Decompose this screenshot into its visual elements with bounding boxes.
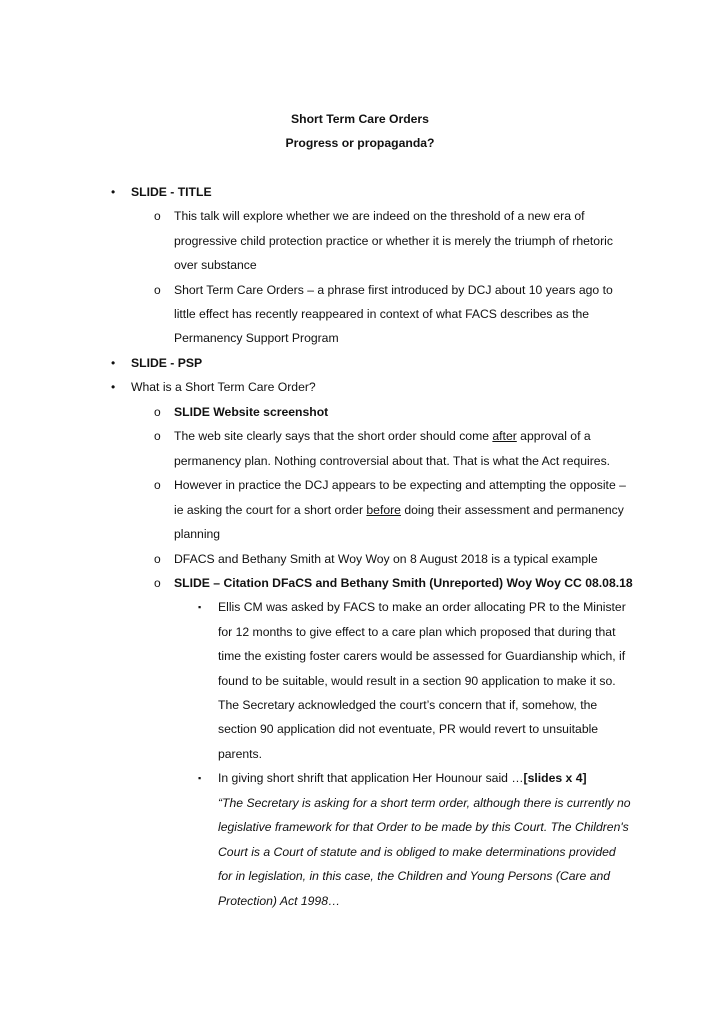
quote-line: Protection) Act 1998… <box>218 894 341 908</box>
circle-bullet-icon: o <box>154 429 161 443</box>
paragraph-line: Ellis CM was asked by FACS to make an order allocating PR to the Minister <box>218 600 626 614</box>
quote-line: for in legislation, in this case, the Children and Young Persons (Care and <box>218 869 611 883</box>
paragraph-line: planning <box>174 527 221 541</box>
square-bullet-icon: ▪ <box>198 773 202 783</box>
paragraph-line: ie asking the court for a short order before doing their assessment and permanency <box>174 503 624 517</box>
circle-bullet-icon: o <box>154 209 161 223</box>
slide-title-label: SLIDE - TITLE <box>131 185 212 199</box>
slides-count-note: [slides x 4] <box>523 771 587 785</box>
slide-psp-label: SLIDE - PSP <box>131 356 203 370</box>
circle-bullet-icon: o <box>154 405 161 419</box>
paragraph-line: found to be suitable, would result in a section 90 application to make it so. <box>218 674 616 688</box>
quote-line: Court is a Court of statute and is obliged to make determinations provided <box>218 845 616 859</box>
circle-bullet-icon: o <box>154 576 161 590</box>
circle-bullet-icon: o <box>154 478 161 492</box>
paragraph-line: progressive child protection practice or whether it is merely the triumph of rhetoric <box>174 234 613 248</box>
document-subtitle: Progress or propaganda? <box>285 136 435 150</box>
slide-citation-label: SLIDE – Citation DFaCS and Bethany Smith (Unreported) Woy Woy CC 08.08.18 <box>174 576 633 590</box>
underlined-word: before <box>366 503 401 517</box>
circle-bullet-icon: o <box>154 283 161 297</box>
paragraph-line: section 90 application did not eventuate, PR would revert to unsuitable <box>218 722 599 736</box>
slide-website-label: SLIDE Website screenshot <box>174 405 329 419</box>
quote-line: “The Secretary is asking for a short term order, although there is currently no <box>218 796 631 810</box>
paragraph-line: Permanency Support Program <box>174 331 339 345</box>
paragraph-line: parents. <box>218 747 263 761</box>
paragraph-line: permanency plan. Nothing controversial about that. That is what the Act requires. <box>174 454 611 468</box>
bullet-icon: • <box>111 185 116 199</box>
underlined-word: after <box>492 429 517 443</box>
paragraph-line: Short Term Care Orders – a phrase first introduced by DCJ about 10 years ago to <box>174 283 613 297</box>
paragraph-line: DFACS and Bethany Smith at Woy Woy on 8 August 2018 is a typical example <box>174 552 598 566</box>
bullet-icon: • <box>111 356 116 370</box>
quote-line: legislative framework for that Order to be made by this Court. The Children's <box>218 820 629 834</box>
paragraph-line: However in practice the DCJ appears to be expecting and attempting the opposite – <box>174 478 626 492</box>
paragraph-line: little effect has recently reappeared in context of what FACS describes as the <box>174 307 590 321</box>
paragraph-line: The web site clearly says that the short order should come after approval of a <box>174 429 591 443</box>
section-heading: What is a Short Term Care Order? <box>131 380 316 394</box>
paragraph-line: over substance <box>174 258 257 272</box>
square-bullet-icon: ▪ <box>198 602 202 612</box>
circle-bullet-icon: o <box>154 552 161 566</box>
paragraph-line: In giving short shrift that application Her Hounour said …[slides x 4] <box>218 771 587 785</box>
paragraph-line: This talk will explore whether we are indeed on the threshold of a new era of <box>174 209 585 223</box>
paragraph-line: for 12 months to give effect to a care plan which proposed that during that <box>218 625 616 639</box>
paragraph-line: time the existing foster carers would be assessed for Guardianship which, if <box>218 649 626 663</box>
paragraph-line: The Secretary acknowledged the court’s concern that if, somehow, the <box>218 698 598 712</box>
document-title: Short Term Care Orders <box>291 112 429 126</box>
bullet-icon: • <box>111 380 116 394</box>
